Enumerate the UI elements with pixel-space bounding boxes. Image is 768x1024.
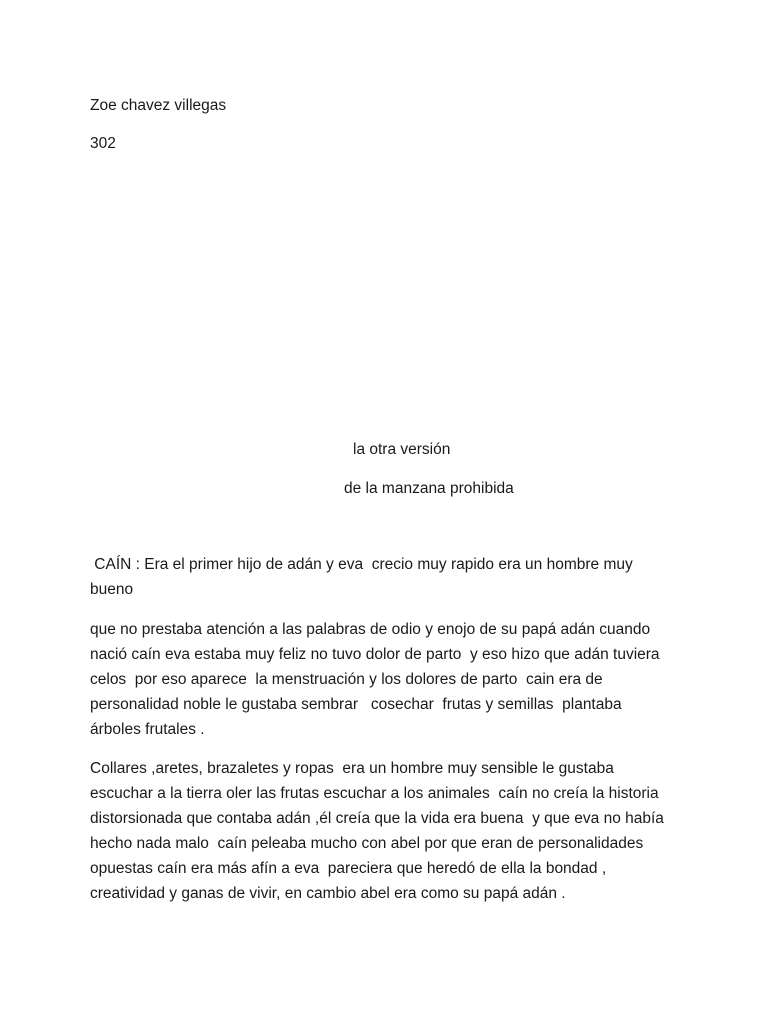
paragraph-2 <box>90 617 660 742</box>
paragraph-line: CAÍN : Era el primer hijo de adán y eva crecio muy rapido era un hombre muy <box>90 556 633 573</box>
paragraph-line: distorsionada que contaba adán ,él creía que la vida era buena y que eva no había <box>90 810 664 827</box>
title-line-1: la otra versión <box>353 441 451 458</box>
author-name: Zoe chavez villegas <box>90 97 227 114</box>
paragraph-line: bueno <box>90 581 134 598</box>
title-line-2: de la manzana prohibida <box>344 480 514 497</box>
paragraph-line: escuchar a la tierra oler las frutas escuchar a los animales caín no creía la historia <box>90 785 659 802</box>
paragraph-line: nació caín eva estaba muy feliz no tuvo dolor de parto y eso hizo que adán tuviera <box>90 646 660 663</box>
paragraph-line: creatividad y ganas de vivir, en cambio abel era como su papá adán . <box>90 885 566 902</box>
paragraph-line: que no prestaba atención a las palabras de odio y enojo de su papá adán cuando <box>90 621 651 638</box>
paragraph-3 <box>90 756 664 906</box>
paragraph-line: Collares ,aretes, brazaletes y ropas era un hombre muy sensible le gustaba <box>90 760 614 777</box>
paragraph-line: árboles frutales . <box>90 721 205 738</box>
group-number: 302 <box>90 135 116 152</box>
paragraph-line: personalidad noble le gustaba sembrar cosechar frutas y semillas plantaba <box>90 696 622 713</box>
paragraph-line: hecho nada malo caín peleaba mucho con abel por que eran de personalidades <box>90 835 644 852</box>
paragraph-line: opuestas caín era más afín a eva pareciera que heredó de ella la bondad , <box>90 860 607 877</box>
paragraph-1 <box>90 552 633 602</box>
paragraph-line: celos por eso aparece la menstruación y los dolores de parto cain era de <box>90 671 603 688</box>
